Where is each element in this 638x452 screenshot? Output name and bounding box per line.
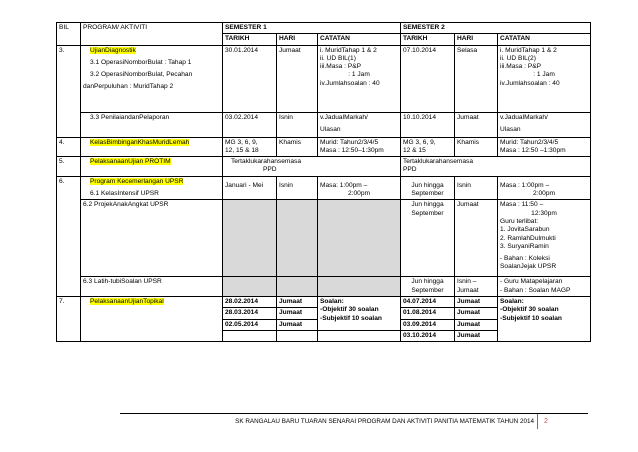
row4-s2-note <box>498 137 591 157</box>
note-line: Masa : 11:50 – <box>500 201 544 209</box>
note-line: Tertaklukarahansemasa <box>231 158 302 166</box>
row4-s2-day: Khamis <box>455 137 498 157</box>
date-line: Jun hingga <box>411 201 444 209</box>
row3-s2-date1: 07.10.2014 <box>401 45 455 112</box>
row6-sub2-s2-date <box>401 200 455 277</box>
date-line: MG 3, 6, 9, <box>403 138 436 146</box>
row3-s2-note2 <box>498 112 591 137</box>
row3-sub3-cell <box>81 112 223 137</box>
note-line: Soalan: <box>500 297 524 305</box>
table-row-3b <box>57 112 591 137</box>
row3-s1-day1: Jumaat <box>277 45 318 112</box>
row3-s1-note2 <box>318 112 401 137</box>
date-line: MG 3, 6, 9, <box>225 138 258 146</box>
row6-sub1-s1-day <box>277 176 318 200</box>
row7-s1-date-1: 28.02.2014 <box>223 296 277 307</box>
row3-s1-day2: Isnin <box>277 112 318 137</box>
row4-s1-date <box>223 137 277 157</box>
row4-s1-day: Khamis <box>277 137 318 157</box>
header-semester-1: SEMESTER 1 <box>223 23 401 34</box>
note-line: Ulasan <box>500 125 521 133</box>
header-tarikh-2: TARIKH <box>401 34 455 45</box>
row3-s2-note1 <box>498 45 591 112</box>
row6-sub2-s2-day: Jumaat <box>455 200 498 277</box>
note-line: -Subjektif 10 soalan <box>500 314 562 322</box>
row6-sub1-s2-date <box>401 176 455 200</box>
row7-s2-note <box>498 296 591 341</box>
note-line: Masa : 1:00pm – <box>500 181 550 189</box>
date-line: Jun hingga <box>411 278 444 286</box>
date-line: September <box>411 190 444 198</box>
row7-s1-date-2: 28.03.2014 <box>223 308 277 319</box>
row4-bil: 4. <box>57 137 81 157</box>
note-line: 2:00pm <box>348 190 370 198</box>
row3-s1-date1: 30.01.2014 <box>223 45 277 112</box>
note-line: v.JadualMarkah/ <box>500 113 548 121</box>
row7-s1-empty-date <box>223 330 277 341</box>
row7-s2-date-2: 01.08.2014 <box>401 308 455 319</box>
row7-s1-empty-day <box>277 330 318 341</box>
header-row-1 <box>57 23 591 34</box>
note-line: Masa : 12:50–1:30pm <box>320 146 384 154</box>
date-line: 12, 15 & 18 <box>225 146 259 154</box>
row6-sub3-s1-day-shaded <box>277 277 318 297</box>
row7-s2-day-2: Jumaat <box>455 308 498 319</box>
note-line: - Guru Matapelajaran <box>500 278 563 286</box>
note-line: iv.Jumlahsoalan : 40 <box>320 79 380 87</box>
table-row-3a <box>57 45 591 112</box>
table-row-5 <box>57 157 591 177</box>
row4-s1-note <box>318 137 401 157</box>
note-line: ii. UD BIL(2) <box>500 54 536 62</box>
row6-sub1-s2-note <box>498 176 591 200</box>
row6-sub2-cell <box>81 200 223 277</box>
row7-s1-day-2: Jumaat <box>277 308 318 319</box>
header-program: PROGRAM/ AKTIVITI <box>81 23 223 46</box>
note-line: - Bahan : Soalan MAGP <box>500 286 571 294</box>
note-line: iii.Masa : P&P <box>500 63 542 71</box>
page-number: 2 <box>537 414 554 429</box>
row6-sub1-s1-date <box>223 176 277 200</box>
row6-sub3-s2-date <box>401 277 455 297</box>
row6-sub2-s2-note <box>498 200 591 277</box>
row6-sub2: 6.2 ProjekAnakAngkat UPSR <box>83 201 169 209</box>
row5-s2 <box>401 157 591 177</box>
row4-s2-date <box>401 137 455 157</box>
note-line: Tertaklukarahansemasa <box>403 158 474 166</box>
row7-s2-date-4: 03.10.2014 <box>401 330 455 341</box>
table-row-7a <box>57 296 591 307</box>
note-line: -Objektif 30 soalan <box>320 306 379 314</box>
note-line: v.JadualMarkah/ <box>320 113 368 121</box>
note-line: i. MuridTahap 1 & 2 <box>320 46 377 54</box>
row3-title: UjianDiagnostik <box>90 46 136 54</box>
date-line: 12 & 15 <box>403 146 426 154</box>
row5-bil: 5. <box>57 157 81 177</box>
date-line: Januari - Mei <box>225 181 264 189</box>
row3-sub3: 3.3 PenilaiandanPelaporan <box>90 113 170 121</box>
row6-sub3-s2-note <box>498 277 591 297</box>
row7-bil: 7. <box>57 296 81 341</box>
row7-program <box>81 296 223 341</box>
header-hari-1: HARI <box>277 34 318 45</box>
row4-title: KelasBimbinganKhasMuridLemah <box>90 138 190 146</box>
note-line: Guru terlibat: <box>500 217 539 225</box>
row6-sub1-s2-day <box>455 176 498 200</box>
note-line: ii. UD BIL(1) <box>320 54 356 62</box>
day-line: Isnin – <box>457 278 477 286</box>
row7-title: PelaksanaanUjianTopikal <box>90 297 164 305</box>
header-catatan-2: CATATAN <box>498 34 591 45</box>
row7-s2-day-4: Jumaat <box>455 330 498 341</box>
note-line: PPD <box>403 166 417 174</box>
note-line: Murid: Tahun2/3/4/5 <box>320 138 379 146</box>
row6-sub2-s1-date-shaded <box>223 200 277 277</box>
footer-text: SK RANGALAU BARU TUARAN SENARAI PROGRAM DAN AKTIVITI PANITIA MATEMATIK TAHUN 2014 <box>235 418 534 425</box>
note-line: - Bahan : Koleksi <box>500 255 550 263</box>
row3-s1-note1 <box>318 45 401 112</box>
note-line: : 1 Jam <box>348 71 370 79</box>
day-line: Isnin <box>279 181 293 189</box>
row6-sub2-s1-note-shaded <box>318 200 401 277</box>
header-bil: BIL <box>57 23 81 46</box>
row3-bil: 3. <box>57 45 81 137</box>
note-line: -Subjektif 10 soalan <box>320 314 382 322</box>
row7-s1-empty-note <box>318 330 401 341</box>
row6-sub3-s2-day <box>455 277 498 297</box>
note-line: 1. JovitaSarabun <box>500 226 550 234</box>
note-line: iv.Jumlahsoalan : 40 <box>500 79 560 87</box>
row6-sub3-s1-date-shaded <box>223 277 277 297</box>
page-footer <box>120 413 588 425</box>
note-line: 3. SuryaniRamin <box>500 242 549 250</box>
note-line: -Objektif 30 soalan <box>500 306 559 314</box>
row3-program <box>81 45 223 112</box>
date-line: Jun hingga <box>411 181 444 189</box>
row3-s2-day1: Selasa <box>455 45 498 112</box>
row6-sub3-s1-note-shaded <box>318 277 401 297</box>
program-table <box>56 22 591 342</box>
note-line: Masa : 12:50 –1:30pm <box>500 146 566 154</box>
header-catatan-1: CATATAN <box>318 34 401 45</box>
note-line: 12:30pm <box>531 209 557 217</box>
row7-s2-day-1: Jumaat <box>455 296 498 307</box>
note-line: Soalan: <box>320 297 344 305</box>
day-line: Jumaat <box>457 286 479 294</box>
row7-s2-day-3: Jumaat <box>455 319 498 330</box>
header-semester-2: SEMESTER 2 <box>401 23 591 34</box>
row3-s2-day2: Jumaat <box>455 112 498 137</box>
row5-title: PelaksanaanUjian PROTIM <box>90 158 171 166</box>
row5-s1 <box>223 157 401 177</box>
row3-sub2b: danPerpuluhan : MuridTahap 2 <box>83 83 174 91</box>
note-line: 2. RamlahDulmukti <box>500 234 556 242</box>
table-row-6c <box>57 277 591 297</box>
row6-program <box>81 176 223 200</box>
row7-s1-note <box>318 296 401 330</box>
table-row-6b <box>57 200 591 277</box>
date-line: September <box>411 209 444 217</box>
row6-sub3: 6.3 Latih-tubiSoalan UPSR <box>83 278 162 286</box>
row6-title: Program Kecemerlangan UPSR <box>90 177 184 185</box>
day-line: Isnin <box>457 181 471 189</box>
note-line: PPD <box>263 166 277 174</box>
table-row-6a <box>57 176 591 200</box>
row7-s1-day-1: Jumaat <box>277 296 318 307</box>
row7-s2-date-3: 03.09.2014 <box>401 319 455 330</box>
note-line: i. MuridTahap 1 & 2 <box>500 46 557 54</box>
row6-sub3-cell <box>81 277 223 297</box>
date-line: September <box>411 286 444 294</box>
row7-s1-date-3: 02.05.2014 <box>223 319 277 330</box>
row4-program <box>81 137 223 157</box>
row3-sub2: 3.2 OperasiNomborBulat, Pecahan <box>90 71 193 79</box>
row3-s1-date2: 03.02.2014 <box>223 112 277 137</box>
row7-s2-date-1: 04.07.2014 <box>401 296 455 307</box>
header-tarikh-1: TARIKH <box>223 34 277 45</box>
row5-program <box>81 157 223 177</box>
note-line: SoalanJejak UPSR <box>500 263 557 271</box>
header-hari-2: HARI <box>455 34 498 45</box>
row3-s2-date2: 10.10.2014 <box>401 112 455 137</box>
note-line: : 1 Jam <box>533 71 555 79</box>
note-line: 2:00pm <box>533 190 555 198</box>
note-line: Masa: 1:00pm – <box>320 181 368 189</box>
table-row-4 <box>57 137 591 157</box>
row6-sub1-s1-note <box>318 176 401 200</box>
row3-sub1: 3.1 OperasiNomborBulat : Tahap 1 <box>90 58 192 66</box>
row7-s1-day-3: Jumaat <box>277 319 318 330</box>
row6-bil: 6. <box>57 176 81 296</box>
note-line: Ulasan <box>320 125 341 133</box>
note-line: iii.Masa : P&P <box>320 63 362 71</box>
row6-sub2-s1-day-shaded <box>277 200 318 277</box>
note-line: Murid: Tahun2/3/4/5 <box>500 138 559 146</box>
row6-sub1: 6.1 KelasIntensif UPSR <box>90 190 159 198</box>
